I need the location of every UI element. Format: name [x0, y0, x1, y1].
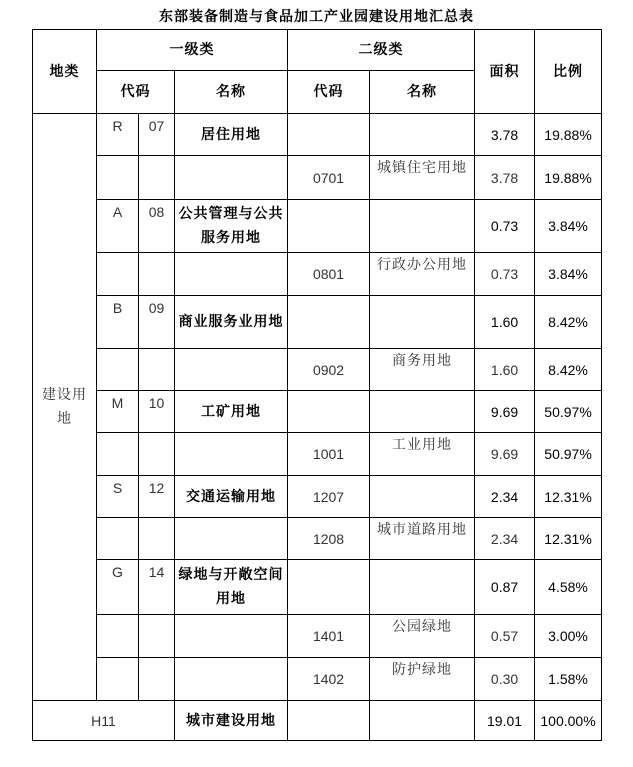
table-row [33, 433, 602, 476]
header-level1: 一级类 [97, 30, 288, 71]
l2-name-cell [370, 476, 475, 518]
l2-code-cell: 1207 [288, 476, 370, 518]
l1-code-cell [139, 658, 175, 701]
l2-name-cell: 行政办公用地 [370, 253, 475, 296]
l1-letter-cell [97, 349, 139, 391]
total-row [33, 701, 602, 741]
ratio-cell: 4.58% [535, 560, 602, 615]
l2-name-cell: 城市道路用地 [370, 518, 475, 560]
l1-letter-cell: S [97, 476, 139, 518]
l2-code-cell: 0902 [288, 349, 370, 391]
total-l2-name-cell [370, 701, 475, 741]
area-cell: 1.60 [475, 349, 535, 391]
l1-name-cell: 交通运输用地 [175, 476, 288, 518]
l2-code-cell [288, 391, 370, 433]
l2-name-cell [370, 296, 475, 349]
total-ratio-cell: 100.00% [535, 701, 602, 741]
total-l2-code-cell [288, 701, 370, 741]
l2-name-cell: 公园绿地 [370, 615, 475, 658]
l2-code-cell [288, 296, 370, 349]
l2-code-cell: 1402 [288, 658, 370, 701]
table-row [33, 560, 602, 615]
l2-name-cell [370, 560, 475, 615]
header-level2-code: 代码 [288, 71, 370, 114]
table-row [33, 476, 602, 518]
l1-letter-cell: M [97, 391, 139, 433]
l1-code-cell [139, 349, 175, 391]
l1-name-cell [175, 253, 288, 296]
l1-letter-cell [97, 658, 139, 701]
table-row [33, 296, 602, 349]
l2-code-cell [288, 114, 370, 156]
ratio-cell: 3.00% [535, 615, 602, 658]
l2-name-cell [370, 391, 475, 433]
l2-code-cell: 1401 [288, 615, 370, 658]
l1-letter-cell: A [97, 200, 139, 253]
l1-letter-cell: G [97, 560, 139, 615]
ratio-cell: 19.88% [535, 156, 602, 200]
land-use-summary-table [32, 29, 602, 741]
l1-letter-cell [97, 156, 139, 200]
l2-code-cell: 1001 [288, 433, 370, 476]
l1-name-cell: 绿地与开敞空间用地 [175, 560, 288, 615]
l1-name-cell [175, 433, 288, 476]
l2-code-cell [288, 560, 370, 615]
l1-letter-cell [97, 518, 139, 560]
l1-letter-cell: B [97, 296, 139, 349]
ratio-cell: 1.58% [535, 658, 602, 701]
l1-name-cell: 商业服务业用地 [175, 296, 288, 349]
l2-name-cell [370, 200, 475, 253]
header-level2-name: 名称 [370, 71, 475, 114]
l1-name-cell [175, 518, 288, 560]
l2-name-cell: 工业用地 [370, 433, 475, 476]
total-area-cell: 19.01 [475, 701, 535, 741]
l1-name-cell [175, 349, 288, 391]
l1-letter-cell [97, 433, 139, 476]
ratio-cell: 50.97% [535, 391, 602, 433]
l1-code-cell: 10 [139, 391, 175, 433]
area-cell: 9.69 [475, 391, 535, 433]
l1-code-cell [139, 156, 175, 200]
table-row [33, 349, 602, 391]
l1-letter-cell: R [97, 114, 139, 156]
l1-code-cell: 08 [139, 200, 175, 253]
ratio-cell: 3.84% [535, 200, 602, 253]
area-cell: 2.34 [475, 518, 535, 560]
table-row [33, 391, 602, 433]
table-row [33, 518, 602, 560]
area-cell: 3.78 [475, 114, 535, 156]
l1-code-cell: 07 [139, 114, 175, 156]
l1-code-cell: 09 [139, 296, 175, 349]
area-cell: 9.69 [475, 433, 535, 476]
ratio-cell: 12.31% [535, 518, 602, 560]
header-area: 面积 [475, 30, 535, 114]
table-title: 东部装备制造与食品加工产业园建设用地汇总表 [159, 9, 474, 25]
ratio-cell: 12.31% [535, 476, 602, 518]
area-cell: 2.34 [475, 476, 535, 518]
l1-name-cell [175, 156, 288, 200]
l1-name-cell: 工矿用地 [175, 391, 288, 433]
l1-letter-cell [97, 253, 139, 296]
area-cell: 1.60 [475, 296, 535, 349]
area-cell: 0.30 [475, 658, 535, 701]
header-level1-name: 名称 [175, 71, 288, 114]
header-level2: 二级类 [288, 30, 475, 71]
table-row [33, 615, 602, 658]
total-name-cell: 城市建设用地 [175, 701, 288, 741]
l2-name-cell: 城镇住宅用地 [370, 156, 475, 200]
area-cell: 3.78 [475, 156, 535, 200]
total-code-cell: H11 [33, 701, 175, 741]
l2-code-cell: 0701 [288, 156, 370, 200]
header-land-class: 地类 [33, 30, 97, 114]
l2-code-cell [288, 200, 370, 253]
l1-code-cell: 12 [139, 476, 175, 518]
l1-code-cell [139, 518, 175, 560]
ratio-cell: 8.42% [535, 349, 602, 391]
l1-code-cell: 14 [139, 560, 175, 615]
ratio-cell: 50.97% [535, 433, 602, 476]
table-row [33, 114, 602, 156]
l1-name-cell: 居住用地 [175, 114, 288, 156]
header-ratio: 比例 [535, 30, 602, 114]
l2-name-cell: 商务用地 [370, 349, 475, 391]
l1-letter-cell [97, 615, 139, 658]
l2-code-cell: 1208 [288, 518, 370, 560]
l1-code-cell [139, 253, 175, 296]
ratio-cell: 3.84% [535, 253, 602, 296]
ratio-cell: 19.88% [535, 114, 602, 156]
l1-name-cell [175, 615, 288, 658]
table-row [33, 253, 602, 296]
l1-code-cell [139, 615, 175, 658]
area-cell: 0.73 [475, 253, 535, 296]
l2-code-cell: 0801 [288, 253, 370, 296]
table-row [33, 156, 602, 200]
l2-name-cell [370, 114, 475, 156]
table-row [33, 200, 602, 253]
major-category-cell: 建设用地 [33, 114, 97, 701]
header-level1-code: 代码 [97, 71, 175, 114]
l1-name-cell: 公共管理与公共服务用地 [175, 200, 288, 253]
l2-name-cell: 防护绿地 [370, 658, 475, 701]
area-cell: 0.73 [475, 200, 535, 253]
ratio-cell: 8.42% [535, 296, 602, 349]
area-cell: 0.57 [475, 615, 535, 658]
table-row [33, 658, 602, 701]
l1-code-cell [139, 433, 175, 476]
area-cell: 0.87 [475, 560, 535, 615]
l1-name-cell [175, 658, 288, 701]
